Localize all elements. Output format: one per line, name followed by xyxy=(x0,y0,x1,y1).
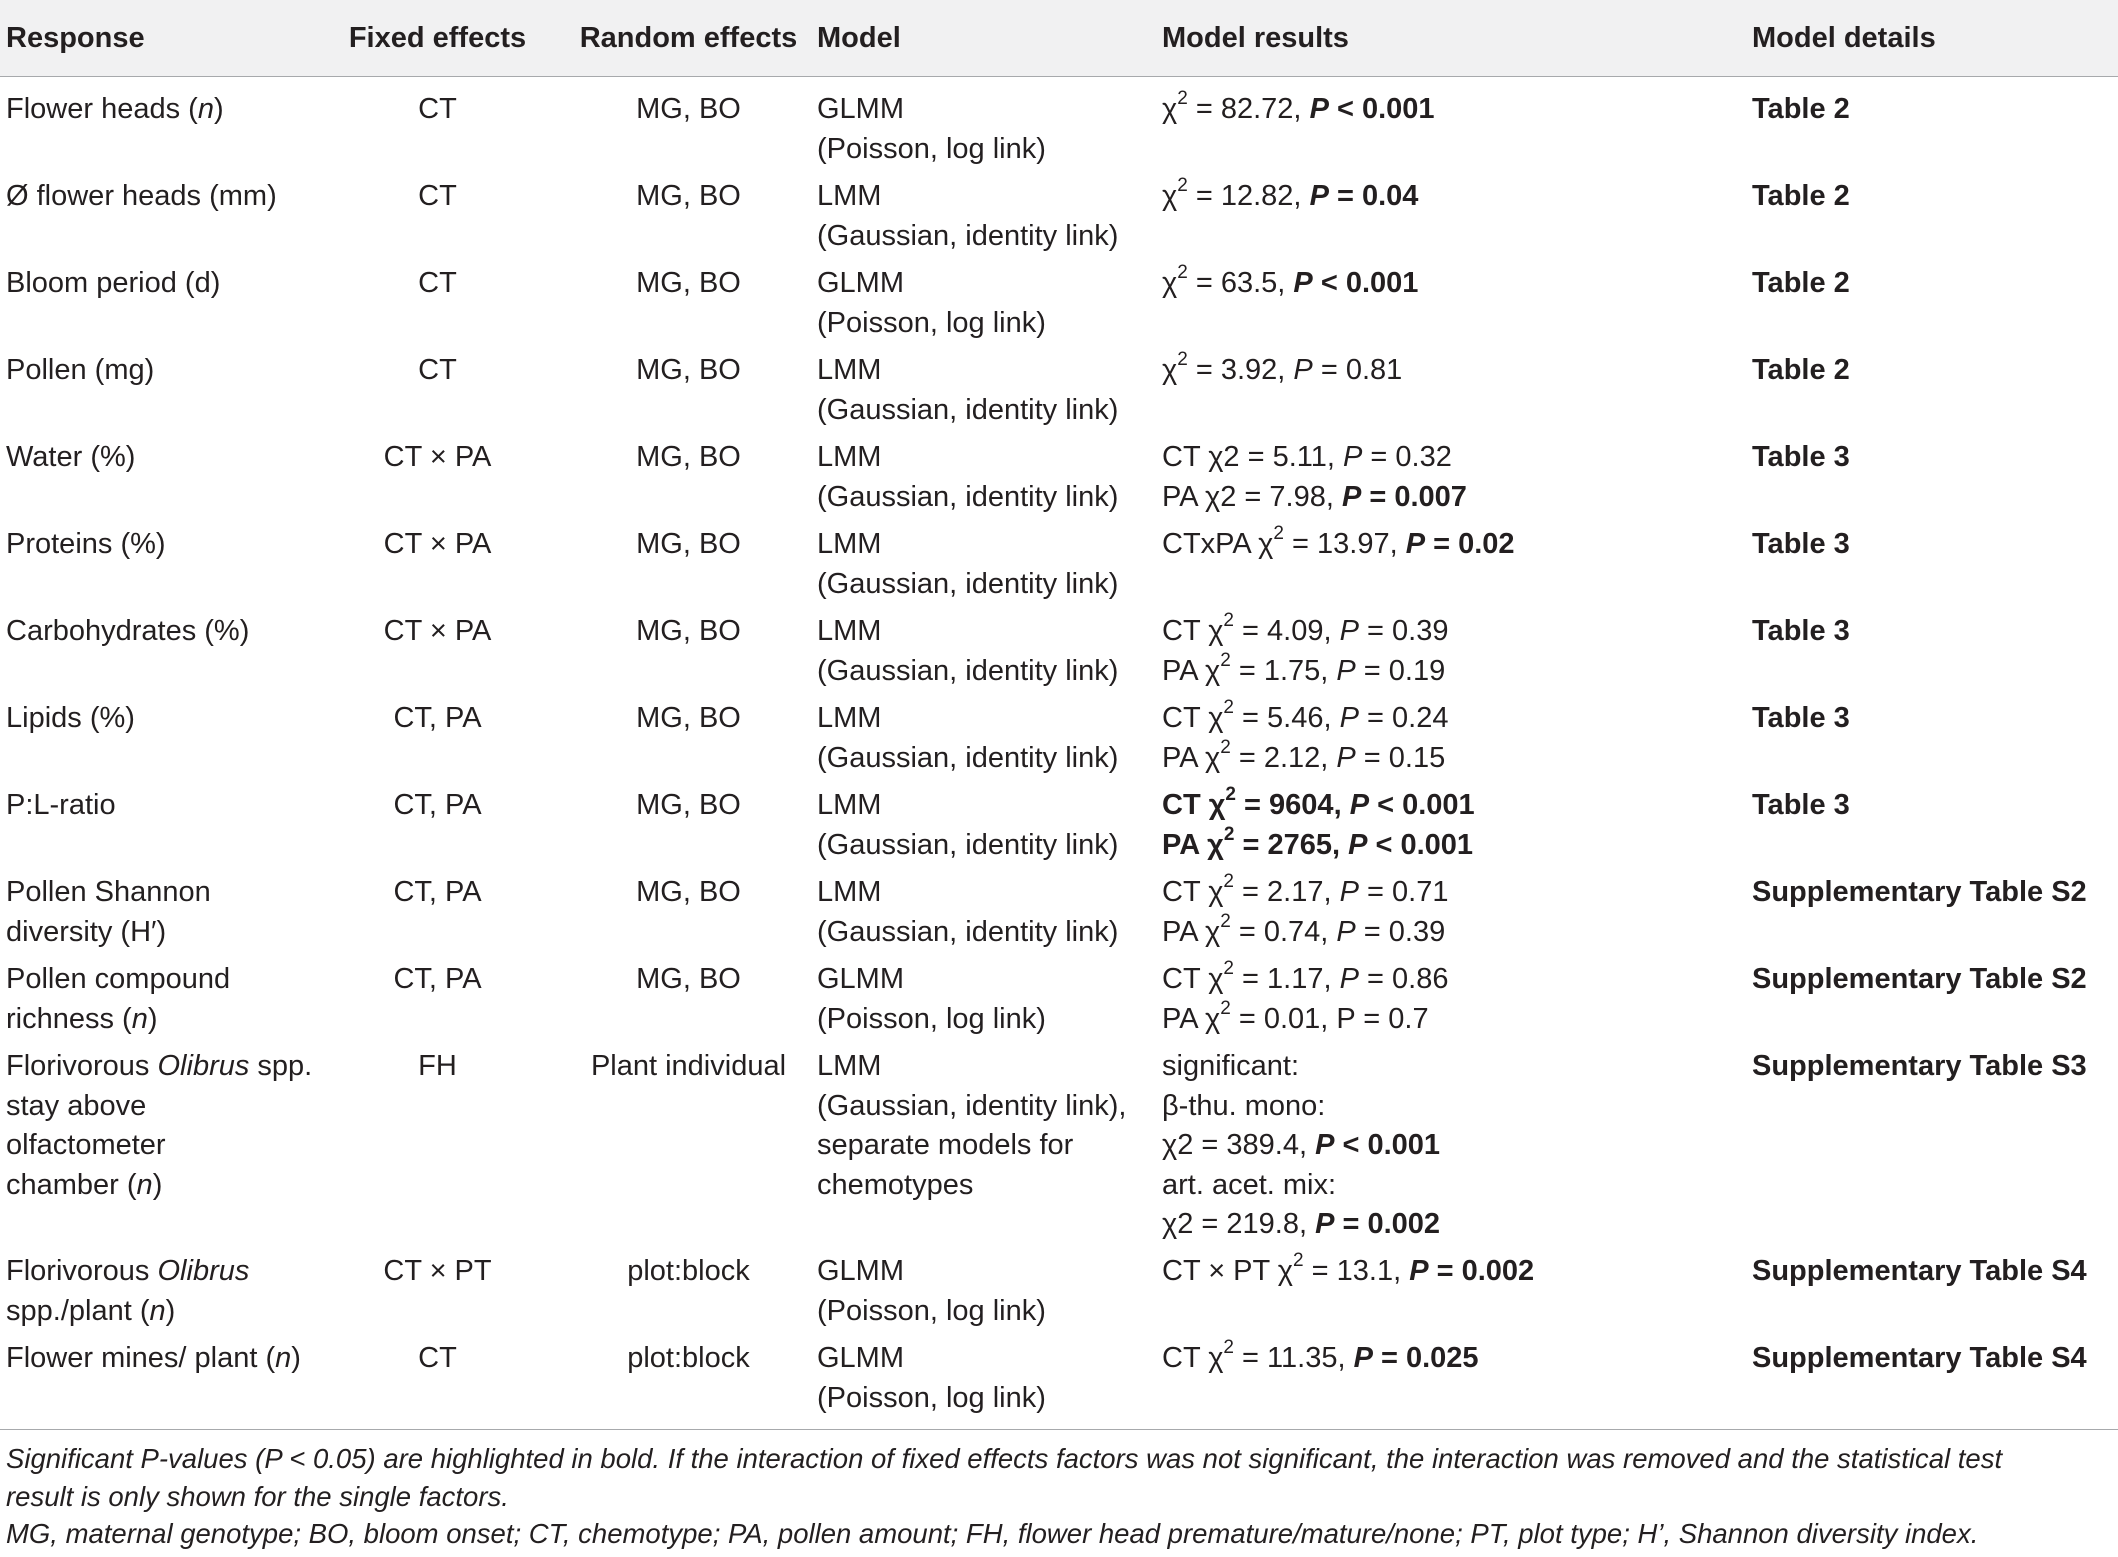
response-text: Florivorous xyxy=(6,1255,158,1287)
cell-model-results xyxy=(1162,438,1752,525)
table-row xyxy=(0,438,2118,525)
result-text: χ2 = 389.4, xyxy=(1162,1129,1316,1161)
result-line xyxy=(1162,177,1752,217)
cell-fixed-effects: CT × PA xyxy=(383,528,492,560)
result-text: P xyxy=(1339,615,1359,647)
result-line xyxy=(1162,960,1752,1000)
result-text: = 2765, xyxy=(1234,828,1349,861)
result-text: = 5.46, xyxy=(1234,702,1340,734)
table-row xyxy=(0,351,2118,438)
cell-response xyxy=(0,438,315,525)
cell-model-details: Table 3 xyxy=(1752,789,1850,821)
result-text: P xyxy=(1309,93,1329,125)
model-line: LMM xyxy=(817,615,882,647)
model-line: chemotypes xyxy=(817,1168,974,1201)
cell-model xyxy=(817,264,1162,351)
model-line: LMM xyxy=(817,441,882,473)
result-text: CTxPA χ xyxy=(1162,528,1274,560)
result-line xyxy=(1162,1166,1752,1206)
result-text: CT χ xyxy=(1162,789,1226,821)
response-text: ) xyxy=(213,93,224,125)
result-text: PA χ xyxy=(1162,741,1221,774)
table-row xyxy=(0,1047,2118,1252)
result-line xyxy=(1162,873,1752,913)
cell-response xyxy=(0,77,315,178)
model-line: (Gaussian, identity link) xyxy=(817,480,1119,513)
result-text: = 2.17, xyxy=(1234,876,1340,908)
cell-random-effects: MG, BO xyxy=(636,615,741,647)
superscript: 2 xyxy=(1223,610,1234,632)
cell-model-details: Supplementary Table S2 xyxy=(1752,963,2087,995)
cell-fixed-effects: CT, PA xyxy=(393,876,482,908)
result-text: β-thu. mono: xyxy=(1162,1089,1326,1122)
model-line: GLMM xyxy=(817,963,904,995)
superscript: 2 xyxy=(1273,523,1284,545)
cell-model-results xyxy=(1162,960,1752,1047)
cell-model-details: Table 3 xyxy=(1752,528,1850,560)
cell-model-details: Table 3 xyxy=(1752,702,1850,734)
table-row xyxy=(0,264,2118,351)
result-text: = 0.025 xyxy=(1372,1342,1479,1374)
cell-response xyxy=(0,1047,315,1252)
cell-model-results xyxy=(1162,786,1752,873)
cell-fixed-effects: CT × PA xyxy=(383,615,492,647)
result-text: P xyxy=(1336,741,1356,774)
result-line xyxy=(1162,823,1752,866)
cell-model-details: Table 2 xyxy=(1752,354,1850,386)
result-line xyxy=(1162,910,1752,953)
cell-model xyxy=(817,1339,1162,1430)
model-line: (Gaussian, identity link) xyxy=(817,828,1119,861)
table-row xyxy=(0,612,2118,699)
cell-response xyxy=(0,612,315,699)
result-text: P xyxy=(1339,702,1359,734)
cell-model-results xyxy=(1162,77,1752,178)
cell-response xyxy=(0,960,315,1047)
footnote-line-1: Significant P-values (P < 0.05) are highlighted in bold. If the interaction of fixed effects factors was not significant, the interaction was removed and the statistical test xyxy=(6,1443,2003,1474)
cell-model-details: Table 3 xyxy=(1752,615,1850,647)
cell-response xyxy=(0,786,315,873)
cell-random-effects: Plant individual xyxy=(590,1050,787,1082)
superscript: 2 xyxy=(1177,88,1188,110)
cell-model-results xyxy=(1162,525,1752,612)
cell-random-effects: MG, BO xyxy=(636,789,741,821)
result-text: = 0.39 xyxy=(1358,615,1449,647)
response-text: Olibrus xyxy=(157,1050,250,1082)
cell-model xyxy=(817,960,1162,1047)
cell-model xyxy=(817,873,1162,960)
model-line: LMM xyxy=(817,789,882,821)
result-text: = 13.97, xyxy=(1283,528,1406,560)
response-text: Pollen compound xyxy=(6,963,231,995)
response-text: n xyxy=(197,93,214,125)
result-text: = 13.1, xyxy=(1303,1255,1410,1287)
result-line xyxy=(1162,525,1752,565)
cell-model-results xyxy=(1162,351,1752,438)
model-line: LMM xyxy=(817,1050,882,1082)
cell-fixed-effects: CT xyxy=(315,1339,560,1430)
model-line: (Poisson, log link) xyxy=(817,132,1046,165)
superscript: 2 xyxy=(1225,784,1236,806)
cell-model-details: Table 2 xyxy=(1752,93,1850,125)
response-text: n xyxy=(275,1342,292,1374)
result-text: PA χ xyxy=(1162,1002,1221,1035)
model-line: LMM xyxy=(817,876,882,908)
result-text: P xyxy=(1353,1342,1373,1374)
cell-random-effects: MG, BO xyxy=(636,876,741,908)
model-line: (Gaussian, identity link) xyxy=(817,567,1119,600)
superscript: 2 xyxy=(1177,349,1188,371)
result-text: = 0.39 xyxy=(1355,915,1446,948)
result-line xyxy=(1162,612,1752,652)
superscript: 2 xyxy=(1177,175,1188,197)
model-line: (Gaussian, identity link) xyxy=(817,915,1119,948)
cell-model-results xyxy=(1162,264,1752,351)
table-row xyxy=(0,177,2118,264)
cell-random-effects: MG, BO xyxy=(636,963,741,995)
model-line: (Gaussian, identity link) xyxy=(817,654,1119,687)
cell-fixed-effects: CT xyxy=(418,354,457,386)
response-text: Carbohydrates (%) xyxy=(6,615,250,647)
result-text: = 12.82, xyxy=(1187,180,1310,212)
response-text: Florivorous xyxy=(6,1050,158,1082)
cell-model xyxy=(817,438,1162,525)
response-text: chamber ( xyxy=(6,1168,137,1201)
cell-model xyxy=(817,351,1162,438)
result-text: = 0.24 xyxy=(1358,702,1449,734)
response-text: Proteins (%) xyxy=(6,528,166,560)
result-text: P xyxy=(1309,180,1329,212)
result-text: χ xyxy=(1162,267,1178,299)
result-text: = 2.12, xyxy=(1230,741,1337,774)
response-text: Flower mines/ plant ( xyxy=(6,1342,276,1374)
table-row xyxy=(0,1339,2118,1430)
response-text: Pollen Shannon xyxy=(6,876,211,908)
result-text: = 82.72, xyxy=(1187,93,1310,125)
model-line: GLMM xyxy=(817,1255,904,1287)
cell-response xyxy=(0,264,315,351)
cell-response xyxy=(0,177,315,264)
result-text: P xyxy=(1409,1255,1429,1287)
table-row xyxy=(0,525,2118,612)
cell-response xyxy=(0,1339,315,1430)
result-text: CT χ2 = 5.11, xyxy=(1162,441,1343,473)
cell-model-details: Supplementary Table S2 xyxy=(1752,876,2087,908)
result-text: = 0.01, P = 0.7 xyxy=(1230,1002,1429,1035)
cell-model-details: Supplementary Table S4 xyxy=(1752,1339,2118,1430)
result-line xyxy=(1162,1047,1752,1087)
result-text: = 0.81 xyxy=(1312,354,1403,386)
result-text: = 0.002 xyxy=(1334,1208,1441,1240)
cell-model xyxy=(817,1047,1162,1252)
cell-model xyxy=(817,77,1162,178)
response-text: n xyxy=(136,1168,153,1201)
cell-model-results xyxy=(1162,1252,1752,1339)
cell-model-details: Table 2 xyxy=(1752,180,1850,212)
response-text: Ø flower heads (mm) xyxy=(6,180,277,212)
response-text: Pollen (mg) xyxy=(6,354,155,386)
response-text: spp./plant ( xyxy=(6,1294,150,1327)
result-line xyxy=(1162,478,1752,518)
result-line xyxy=(1162,997,1752,1040)
result-text: = 0.19 xyxy=(1355,654,1446,687)
result-text: = 4.09, xyxy=(1234,615,1340,647)
result-text: < 0.001 xyxy=(1328,93,1435,125)
cell-model-results xyxy=(1162,1339,1752,1430)
cell-response xyxy=(0,873,315,960)
superscript: 2 xyxy=(1223,1337,1234,1359)
cell-model-details: Supplementary Table S4 xyxy=(1752,1255,2087,1287)
cell-model-results xyxy=(1162,873,1752,960)
result-line xyxy=(1162,1126,1752,1166)
cell-random-effects: MG, BO xyxy=(636,93,741,125)
result-text: P xyxy=(1348,828,1368,861)
result-text: = 11.35, xyxy=(1234,1342,1354,1374)
cell-random-effects: MG, BO xyxy=(636,354,741,386)
result-text: = 1.75, xyxy=(1230,654,1337,687)
cell-fixed-effects: CT xyxy=(418,180,457,212)
model-line: GLMM xyxy=(817,1342,904,1374)
col-header-random-effects: Random effects xyxy=(560,0,817,77)
result-text: P xyxy=(1336,654,1356,687)
model-line: separate models for xyxy=(817,1129,1074,1161)
superscript: 2 xyxy=(1220,649,1231,671)
response-text: richness ( xyxy=(6,1002,132,1035)
table-row xyxy=(0,786,2118,873)
response-text: ) xyxy=(291,1342,301,1374)
result-text: < 0.001 xyxy=(1334,1129,1441,1161)
result-text: art. acet. mix: xyxy=(1162,1168,1337,1201)
superscript: 2 xyxy=(1177,262,1188,284)
result-text: CT × PT χ xyxy=(1162,1255,1293,1287)
response-text: Lipids (%) xyxy=(6,702,135,734)
result-line xyxy=(1162,699,1752,739)
footnote-line-2: result is only shown for the single factors. xyxy=(6,1480,509,1512)
cell-model xyxy=(817,1252,1162,1339)
cell-response xyxy=(0,525,315,612)
result-text: P xyxy=(1293,354,1313,386)
result-text: P xyxy=(1405,528,1426,560)
result-text: PA χ xyxy=(1162,915,1221,948)
result-text: CT χ xyxy=(1162,1342,1224,1374)
result-text: = 0.002 xyxy=(1428,1255,1535,1287)
superscript: 2 xyxy=(1293,1250,1304,1272)
result-text: P xyxy=(1341,480,1362,513)
cell-fixed-effects: CT, PA xyxy=(393,702,482,734)
model-line: (Gaussian, identity link) xyxy=(817,393,1119,426)
model-line: LMM xyxy=(817,702,882,734)
cell-model-results xyxy=(1162,1047,1752,1252)
col-header-model-details: Model details xyxy=(1752,0,2118,77)
result-text: = 3.92, xyxy=(1187,354,1294,386)
response-text: ) xyxy=(165,1294,176,1327)
cell-fixed-effects: CT xyxy=(418,93,457,125)
model-line: (Gaussian, identity link) xyxy=(817,741,1119,774)
cell-response xyxy=(0,1252,315,1339)
result-text: = 0.04 xyxy=(1328,180,1419,212)
cell-model-details: Supplementary Table S3 xyxy=(1752,1050,2087,1082)
result-text: = 0.007 xyxy=(1361,480,1467,513)
cell-response xyxy=(0,351,315,438)
result-text: = 0.32 xyxy=(1362,441,1452,473)
result-text: P xyxy=(1343,441,1363,473)
cell-random-effects: MG, BO xyxy=(636,267,741,299)
result-text: PA χ2 = 7.98, xyxy=(1162,480,1342,513)
result-line xyxy=(1162,351,1752,391)
result-text: < 0.001 xyxy=(1367,828,1474,861)
result-line xyxy=(1162,1205,1752,1245)
result-text: < 0.001 xyxy=(1312,267,1419,299)
result-text: = 0.15 xyxy=(1355,741,1446,774)
response-text: n xyxy=(131,1002,148,1035)
response-text: stay above xyxy=(6,1089,147,1122)
result-text: = 0.02 xyxy=(1425,528,1515,560)
result-text: = 0.74, xyxy=(1230,915,1337,948)
result-line xyxy=(1162,1339,1752,1379)
result-text: = 9604, xyxy=(1236,789,1350,821)
superscript: 2 xyxy=(1220,736,1231,758)
table-row xyxy=(0,1252,2118,1339)
result-text: significant: xyxy=(1162,1050,1300,1082)
result-line xyxy=(1162,90,1752,130)
model-line: (Gaussian, identity link) xyxy=(817,219,1119,252)
cell-random-effects: MG, BO xyxy=(636,702,741,734)
table-footnote xyxy=(6,1440,2106,1553)
col-header-model: Model xyxy=(817,0,1162,77)
result-text: χ2 = 219.8, xyxy=(1162,1208,1316,1240)
model-line: GLMM xyxy=(817,267,904,299)
model-line: LMM xyxy=(817,180,882,212)
result-text: < 0.001 xyxy=(1369,789,1475,821)
model-line: LMM xyxy=(817,354,882,386)
response-text: olfactometer xyxy=(6,1129,166,1161)
result-text: CT χ xyxy=(1162,963,1224,995)
result-line xyxy=(1162,264,1752,304)
header-row xyxy=(0,0,2118,77)
superscript: 2 xyxy=(1223,871,1234,893)
cell-fixed-effects: CT × PT xyxy=(383,1255,492,1287)
superscript: 2 xyxy=(1220,997,1231,1019)
cell-model-details: Table 2 xyxy=(1752,267,1850,299)
result-text: P xyxy=(1315,1129,1335,1161)
superscript: 2 xyxy=(1223,823,1235,845)
result-text: = 1.17, xyxy=(1234,963,1340,995)
response-text: Olibrus xyxy=(157,1255,250,1287)
table-row xyxy=(0,699,2118,786)
response-text: Water (%) xyxy=(6,441,136,473)
model-line: GLMM xyxy=(817,93,904,125)
cell-random-effects: MG, BO xyxy=(636,180,741,212)
col-header-response: Response xyxy=(0,0,315,77)
cell-model xyxy=(817,177,1162,264)
cell-model xyxy=(817,612,1162,699)
cell-random-effects: plot:block xyxy=(627,1255,750,1287)
response-text: ) xyxy=(147,1002,158,1035)
result-text: P xyxy=(1336,915,1356,948)
response-text: ) xyxy=(152,1168,163,1201)
result-text: P xyxy=(1339,963,1359,995)
result-text: P xyxy=(1349,789,1370,821)
cell-random-effects: plot:block xyxy=(560,1339,817,1430)
table-row xyxy=(0,77,2118,178)
model-line: (Poisson, log link) xyxy=(817,1294,1046,1327)
response-text: Flower heads ( xyxy=(6,93,198,125)
result-text: = 0.71 xyxy=(1358,876,1449,908)
result-line xyxy=(1162,1252,1752,1292)
result-text: CT χ xyxy=(1162,615,1224,647)
table-body xyxy=(0,77,2118,1430)
model-line: (Poisson, log link) xyxy=(817,1002,1046,1035)
model-line: (Poisson, log link) xyxy=(817,1381,1046,1414)
cell-model-results xyxy=(1162,699,1752,786)
cell-response xyxy=(0,699,315,786)
response-text: Bloom period (d) xyxy=(6,267,221,299)
response-text: spp. xyxy=(249,1050,313,1082)
model-line: (Poisson, log link) xyxy=(817,306,1046,339)
cell-model-results xyxy=(1162,177,1752,264)
cell-fixed-effects: FH xyxy=(418,1050,457,1082)
col-header-fixed-effects: Fixed effects xyxy=(315,0,560,77)
result-text: CT χ xyxy=(1162,876,1224,908)
cell-model xyxy=(817,525,1162,612)
cell-model-details: Table 3 xyxy=(1752,441,1850,473)
response-text: n xyxy=(149,1294,166,1327)
result-text: PA χ xyxy=(1162,654,1221,687)
result-line xyxy=(1162,736,1752,779)
result-text: P xyxy=(1315,1208,1335,1240)
cell-fixed-effects: CT × PA xyxy=(383,441,492,473)
cell-model-results xyxy=(1162,612,1752,699)
table-row xyxy=(0,873,2118,960)
model-line: LMM xyxy=(817,528,882,560)
result-line xyxy=(1162,1087,1752,1127)
cell-model xyxy=(817,786,1162,873)
cell-fixed-effects: CT, PA xyxy=(393,789,482,821)
cell-model xyxy=(817,699,1162,786)
result-line xyxy=(1162,786,1752,826)
table-row xyxy=(0,960,2118,1047)
footnote-line-3: MG, maternal genotype; BO, bloom onset; CT, chemotype; PA, pollen amount; FH, flower head premature/mature/none; PT, plot type; H’, Shannon diversity index. xyxy=(6,1518,1979,1549)
result-line xyxy=(1162,438,1752,478)
result-text: CT χ xyxy=(1162,702,1224,734)
cell-random-effects: MG, BO xyxy=(636,441,741,473)
result-text: = 0.86 xyxy=(1358,963,1449,995)
result-text: χ xyxy=(1162,180,1178,212)
result-text: = 63.5, xyxy=(1187,267,1294,299)
cell-random-effects: MG, BO xyxy=(636,528,741,560)
result-text: χ xyxy=(1162,354,1178,386)
response-text: P:L-ratio xyxy=(6,789,116,821)
superscript: 2 xyxy=(1223,697,1234,719)
superscript: 2 xyxy=(1223,958,1234,980)
response-text: diversity (H′) xyxy=(6,915,167,948)
result-text: P xyxy=(1293,267,1313,299)
result-text: PA χ xyxy=(1162,828,1224,861)
superscript: 2 xyxy=(1220,910,1231,932)
col-header-model-results: Model results xyxy=(1162,0,1752,77)
result-line xyxy=(1162,649,1752,692)
cell-fixed-effects: CT xyxy=(418,267,457,299)
result-text: χ xyxy=(1162,93,1178,125)
result-text: P xyxy=(1339,876,1359,908)
cell-fixed-effects: CT, PA xyxy=(393,963,482,995)
model-line: (Gaussian, identity link), xyxy=(817,1089,1127,1122)
